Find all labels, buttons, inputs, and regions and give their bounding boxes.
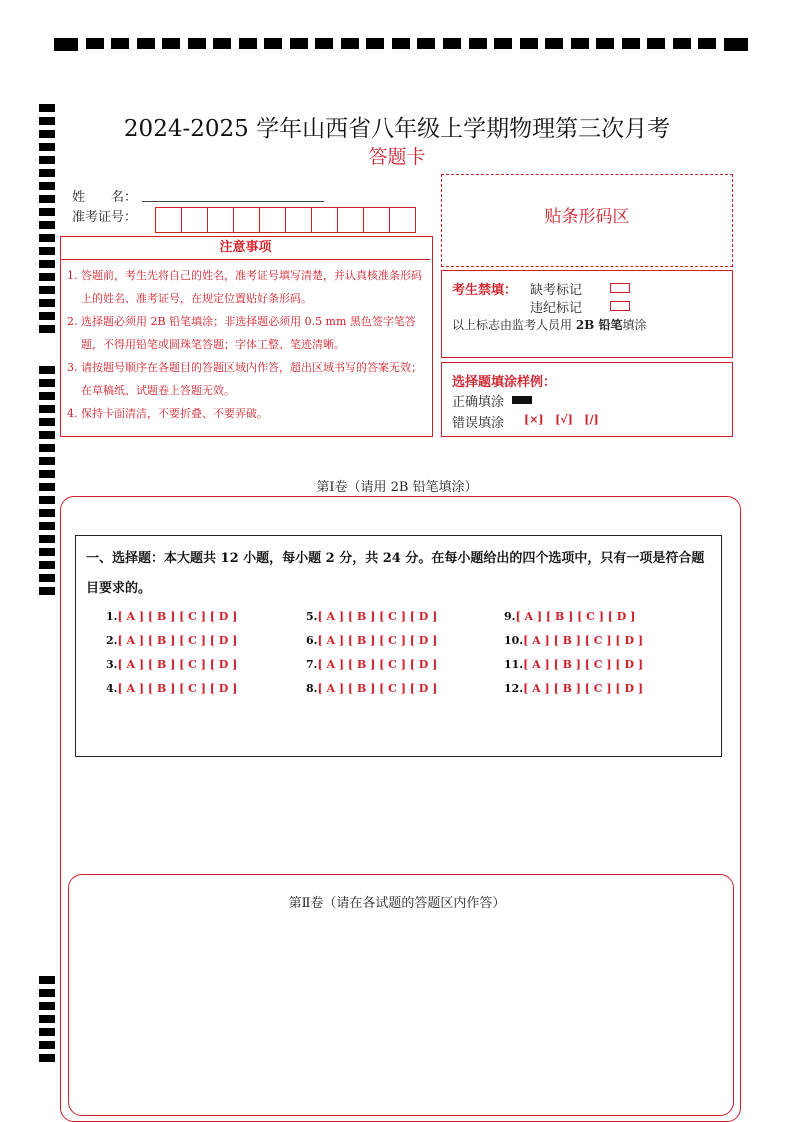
- timing-mark: [673, 38, 691, 49]
- notice-item-num: 2.: [67, 315, 78, 328]
- page-subtitle: 答题卡: [368, 146, 426, 168]
- mc-question-8[interactable]: [306, 682, 437, 695]
- mc-options[interactable]: [ A ] [ B ] [ C ] [ D ]: [117, 658, 238, 671]
- timing-mark: [39, 234, 55, 242]
- wrong-fill-samples: [524, 413, 599, 426]
- correct-fill-sample: [512, 396, 532, 404]
- timing-mark: [647, 38, 665, 49]
- timing-mark: [213, 38, 231, 49]
- status-label: 考生禁填：: [452, 283, 518, 298]
- mc-question-7[interactable]: [306, 658, 437, 671]
- timing-mark: [39, 392, 55, 400]
- wrong-fill-label: 错误填涂: [452, 416, 505, 431]
- notice-item-num: 4.: [67, 407, 78, 420]
- correct-fill-label: 正确填涂: [452, 395, 505, 410]
- mc-options[interactable]: [ A ] [ B ] [ C ] [ D ]: [523, 634, 644, 647]
- timing-mark: [39, 273, 55, 281]
- mc-question-9[interactable]: [504, 610, 635, 623]
- timing-mark: [137, 38, 155, 49]
- timing-mark: [39, 548, 55, 556]
- id-digit-box[interactable]: [311, 207, 338, 233]
- violation-mark-box[interactable]: [610, 301, 630, 311]
- mc-question-3[interactable]: [106, 658, 237, 671]
- barcode-area: 贴条形码区: [441, 174, 733, 267]
- mc-options[interactable]: [ A ] [ B ] [ C ] [ D ]: [523, 682, 644, 695]
- section1-title: 第Ⅰ卷（请用 2B 铅笔填涂）: [316, 480, 478, 495]
- mc-options[interactable]: [ A ] [ B ] [ C ] [ D ]: [523, 658, 644, 671]
- wrong-mark-cross: [×]: [524, 413, 544, 426]
- notice-item: [67, 356, 429, 402]
- id-digit-box[interactable]: [337, 207, 364, 233]
- fill-sample-panel: [441, 362, 733, 437]
- timing-mark: [417, 38, 435, 49]
- timing-mark: [39, 522, 55, 530]
- timing-mark: [39, 1054, 55, 1062]
- timing-mark: [239, 38, 257, 49]
- timing-mark: [111, 38, 129, 49]
- notice-item-num: 3.: [67, 361, 78, 374]
- id-digit-box[interactable]: [233, 207, 260, 233]
- timing-mark: [494, 38, 512, 49]
- mc-question-number: 7.: [306, 658, 318, 671]
- timing-mark: [39, 418, 55, 426]
- timing-mark: [188, 38, 206, 49]
- timing-mark: [264, 38, 282, 49]
- id-number-boxes[interactable]: [155, 207, 415, 233]
- id-label: 准考证号：: [72, 210, 138, 225]
- mc-question-4[interactable]: [106, 682, 237, 695]
- notice-item: [67, 264, 429, 310]
- timing-mark: [545, 38, 563, 49]
- timing-mark: [392, 38, 410, 49]
- status-note: [452, 316, 647, 333]
- timing-mark: [162, 38, 180, 49]
- timing-mark: [341, 38, 359, 49]
- mc-question-10[interactable]: [504, 634, 643, 647]
- notice-item-text: 请按题号顺序在各题目的答题区域内作答，超出区域书写的答案无效；在草稿纸、试题卷上答题无效。: [81, 361, 422, 397]
- mc-question-number: 6.: [306, 634, 318, 647]
- mc-options[interactable]: [ A ] [ B ] [ C ] [ D ]: [317, 682, 438, 695]
- timing-mark: [39, 182, 55, 190]
- timing-mark: [39, 366, 55, 374]
- timing-mark: [39, 989, 55, 997]
- timing-mark: [520, 38, 538, 49]
- timing-mark: [39, 509, 55, 517]
- timing-marks-left-lower: [39, 976, 56, 1067]
- timing-mark: [39, 379, 55, 387]
- timing-mark: [366, 38, 384, 49]
- timing-mark: [724, 38, 748, 51]
- notice-list: [67, 264, 429, 425]
- id-digit-box[interactable]: [207, 207, 234, 233]
- mc-question-number: 2.: [106, 634, 118, 647]
- timing-mark: [39, 444, 55, 452]
- mc-options[interactable]: [ A ] [ B ] [ C ] [ D ]: [515, 610, 636, 623]
- timing-mark: [54, 38, 78, 51]
- question-head: 一、选择题：本大题共 12 小题，每小题 2 分，共 24 分。在每小题给出的四个选项中，只有一项是符合题目要求的。: [86, 551, 705, 596]
- mc-options[interactable]: [ A ] [ B ] [ C ] [ D ]: [117, 682, 238, 695]
- timing-mark: [622, 38, 640, 49]
- wrong-mark-slash: [/]: [584, 413, 599, 426]
- timing-mark: [315, 38, 333, 49]
- timing-mark: [39, 1002, 55, 1010]
- mc-options[interactable]: [ A ] [ B ] [ C ] [ D ]: [317, 634, 438, 647]
- mc-question-number: 1.: [106, 610, 118, 623]
- id-digit-box[interactable]: [259, 207, 286, 233]
- violation-mark-label: 违纪标记: [530, 301, 583, 316]
- timing-mark: [39, 286, 55, 294]
- mc-options[interactable]: [ A ] [ B ] [ C ] [ D ]: [117, 610, 238, 623]
- notice-item-text: 选择题必须用 2B 铅笔填涂；非选择题必须用 0.5 mm 黑色签字笔答题，不得用铅笔或圆珠笔答题；字体工整、笔迹清晰。: [81, 315, 416, 351]
- timing-mark: [39, 457, 55, 465]
- notice-item-num: 1.: [67, 269, 78, 282]
- mc-question-6[interactable]: [306, 634, 437, 647]
- mc-options[interactable]: [ A ] [ B ] [ C ] [ D ]: [117, 634, 238, 647]
- mc-options[interactable]: [ A ] [ B ] [ C ] [ D ]: [317, 658, 438, 671]
- timing-marks-top: [54, 38, 748, 52]
- timing-mark: [39, 587, 55, 595]
- timing-mark: [469, 38, 487, 49]
- status-note-bold: 2B 铅笔: [575, 318, 623, 332]
- timing-mark: [443, 38, 461, 49]
- status-note-post: 填涂: [622, 318, 647, 332]
- id-digit-box[interactable]: [389, 207, 416, 233]
- section2-title: 第Ⅱ卷（请在各试题的答题区内作答）: [288, 896, 506, 911]
- mc-question-12[interactable]: [504, 682, 643, 695]
- page-title: 2024-2025 学年山西省八年级上学期物理第三次月考: [123, 116, 671, 142]
- timing-mark: [39, 195, 55, 203]
- sample-label: 选择题填涂样例：: [452, 375, 557, 390]
- notice-item-text: 答题前，考生先将自己的姓名，准考证号填写清楚，并认真核准条形码上的姓名、准考证号，在规定位置贴好条形码。: [81, 269, 422, 305]
- timing-mark: [39, 431, 55, 439]
- timing-mark: [39, 1028, 55, 1036]
- id-digit-box[interactable]: [285, 207, 312, 233]
- mc-question-11[interactable]: [504, 658, 643, 671]
- wrong-mark-check: [√]: [555, 413, 573, 426]
- mc-question-number: 3.: [106, 658, 118, 671]
- timing-mark: [39, 260, 55, 268]
- name-field[interactable]: [142, 200, 324, 202]
- mc-question-number: 12.: [504, 682, 524, 695]
- timing-mark: [39, 535, 55, 543]
- mc-question-1[interactable]: [106, 610, 237, 623]
- timing-mark: [39, 169, 55, 177]
- timing-mark: [698, 38, 716, 49]
- multiple-choice-box: [75, 535, 722, 757]
- mc-question-number: 10.: [504, 634, 524, 647]
- notice-panel: [60, 236, 433, 437]
- notice-item: [67, 310, 429, 356]
- timing-mark: [39, 247, 55, 255]
- timing-mark: [39, 299, 55, 307]
- notice-item: [67, 402, 429, 425]
- mc-question-number: 8.: [306, 682, 318, 695]
- exam-status-panel: [441, 270, 733, 358]
- id-digit-box[interactable]: [181, 207, 208, 233]
- mc-options[interactable]: [ A ] [ B ] [ C ] [ D ]: [317, 610, 438, 623]
- name-label: 姓 名：: [72, 190, 138, 205]
- timing-mark: [86, 38, 104, 49]
- mc-question-5[interactable]: [306, 610, 437, 623]
- notice-item-text: 保持卡面清洁，不要折叠、不要弄破。: [81, 407, 268, 420]
- timing-mark: [39, 312, 55, 320]
- timing-mark: [39, 208, 55, 216]
- timing-mark: [571, 38, 589, 49]
- absent-mark-box[interactable]: [610, 283, 630, 293]
- timing-mark: [39, 976, 55, 984]
- timing-mark: [39, 405, 55, 413]
- timing-mark: [596, 38, 614, 49]
- mc-question-number: 9.: [504, 610, 516, 623]
- mc-question-2[interactable]: [106, 634, 237, 647]
- id-digit-box[interactable]: [363, 207, 390, 233]
- id-digit-box[interactable]: [155, 207, 182, 233]
- absent-mark-label: 缺考标记: [530, 283, 583, 298]
- timing-mark: [39, 561, 55, 569]
- timing-mark: [39, 221, 55, 229]
- mc-question-number: 11.: [504, 658, 524, 671]
- mc-question-number: 5.: [306, 610, 318, 623]
- timing-mark: [39, 325, 55, 333]
- timing-mark: [290, 38, 308, 49]
- timing-mark: [39, 1015, 55, 1023]
- notice-heading: 注意事项: [61, 237, 430, 260]
- timing-mark: [39, 496, 55, 504]
- mc-question-number: 4.: [106, 682, 118, 695]
- timing-mark: [39, 1041, 55, 1049]
- status-note-pre: 以上标志由监考人员用: [452, 318, 576, 332]
- timing-mark: [39, 574, 55, 582]
